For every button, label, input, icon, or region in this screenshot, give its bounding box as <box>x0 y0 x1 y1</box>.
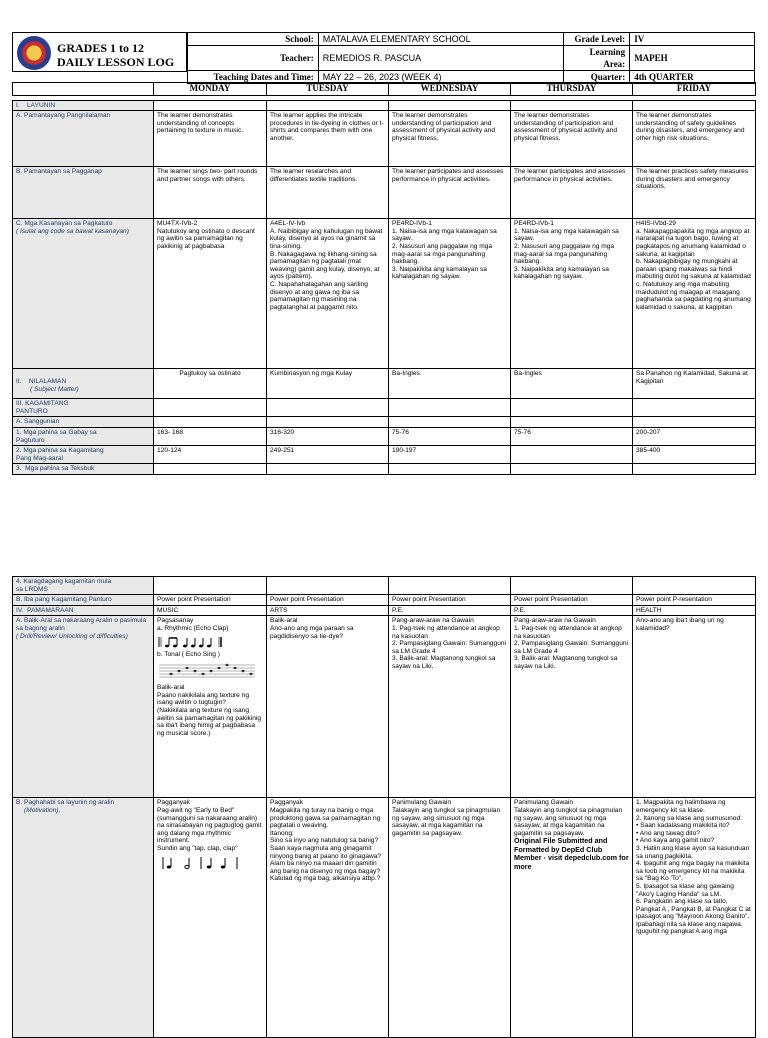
quarter-value: 4th QUARTER <box>630 71 755 84</box>
table-row <box>13 167 756 219</box>
cell-tuesday: ARTS <box>267 605 389 616</box>
cell-friday: H4IS-IVbd-29 a. Nakapagpapakita ng mga angkop at nararapat na tugon bago, tuwing at pagkatapos ng anumang kalamidad o sakuna, at kagipitan b. Nakapagbibigay ng mungkahi at paraan upang makaiwas sa hindi mabuting dulot ng sakuna at kalamidad c. Natutukoy ang mga mabuting maidudulot ng maagap at maagang paghahanda sa pagdating ng anumang kalamidad o sakuna, at kagipitan <box>633 219 756 369</box>
cell-wednesday: The learner participates and assesses performance in physical activities. <box>389 167 511 219</box>
row-label-sub: ( Subject Matter) <box>30 385 79 393</box>
table-row <box>13 464 756 475</box>
cell-friday: 385-400 <box>633 446 756 464</box>
cell-tuesday: Balik-aral Ano-ano ang mga paraan sa pagdidisenyo sa tie-dye? <box>267 616 389 798</box>
dll-table-1 <box>12 82 756 475</box>
cell-wednesday: Panimulang Gawain Talakayin ang tungkol sa pinagmulan ng sayaw, ang sinusuot ng mga sasayaw, at mga kagamitan na gagamitin sa pagsayaw. <box>389 798 511 1038</box>
table-row <box>13 605 756 616</box>
cell-tuesday: 249-251 <box>267 446 389 464</box>
corner-cell <box>13 83 154 96</box>
balik-aral-text: Balik-aral Paano nakikilala ang texture ng isang awitin o tugtugin? (Nakikilala ang texture ng isang awitin sa pamamagitan ng pakikinig sa iba't ibang himig at pagbabasa ng musical score.) <box>157 684 262 737</box>
row-label <box>13 219 154 369</box>
cell-thursday: Pang-araw-araw na Gawain 1. Pag-tsek ng attendance at angkop na kasuotan 2. Pampasiglang Gawain: Sumangguni sa LM Grade 4 3. Balik-aral: Magtanong tungkol sa sayaw na Liki. <box>511 616 633 798</box>
row-label-main: C. Mga Kasanayan sa Pagkatuto <box>16 220 113 228</box>
panimulang-gawain-text: Panimulang Gawain Talakayin ang tungkol sa pinagmulan ng sayaw, ang sinusuot ng mga sasayaw, at mga kagamitan na gagamitin sa pagsayaw. <box>514 799 623 837</box>
quarter-label: Quarter: <box>564 71 630 84</box>
table-row <box>13 100 756 111</box>
cell-monday: 120-124 <box>154 446 267 464</box>
layunin-label: I. LAYUNIN <box>13 100 154 111</box>
cell-tuesday: Kumbinasyon ng mga Kulay <box>267 369 389 399</box>
cell-monday: 163- 168 <box>154 427 267 445</box>
table-row <box>13 111 756 167</box>
school-value: MATALAVA ELEMENTARY SCHOOL <box>318 33 564 46</box>
cell-wednesday: Pang-araw-araw na Gawain 1. Pag-tsek ng attendance at angkop na kasuotan 2. Pampasiglang Gawain: Sumangguni sa LM Grade 4 3. Balik-aral: Magtanong tungkol sa sayaw na Liki. <box>389 616 511 798</box>
table-row <box>13 399 756 417</box>
day-friday: FRIDAY <box>633 83 756 96</box>
row-label: 4. Karagdagang kagamitan mula sa LRDMS <box>13 577 154 595</box>
cell-thursday: The learner demonstrates understanding of participation and assessment of physical activity and physical fitness. <box>511 111 633 167</box>
cell-thursday <box>511 798 633 1038</box>
row-label <box>13 369 154 399</box>
pagganyak-text: Pagganyak Pag-awit ng "Early to Bed" (sumangguni sa nakaraang aralin) na sinasabayan ng pagtugtog gamit ang dalang mga rhythmic instrument. Sundin ang "tap, clap, clap" <box>157 799 262 852</box>
cell-thursday: The learner participates and assesses performance in physical activities. <box>511 167 633 219</box>
rhythm-pattern-icon <box>157 855 247 871</box>
cell-friday: The learner demonstrates understanding of safety guidelines during disasters, and emergency and other high risk situations. <box>633 111 756 167</box>
cell-monday: The learner demonstrates understanding of concepts pertaining to texture in music. <box>154 111 267 167</box>
cell-friday: Sa Panahon ng Kalamidad, Sakuna at Kagipitan <box>633 369 756 399</box>
row-label <box>13 798 154 1038</box>
cell-thursday: Ba-Ingles <box>511 369 633 399</box>
row-label-main: II. NILALAMAN <box>16 378 67 386</box>
cell-tuesday: 316-320 <box>267 427 389 445</box>
table-row <box>13 616 756 798</box>
cell-thursday: Power point Presentation <box>511 595 633 606</box>
cell-thursday <box>511 446 633 464</box>
cell-friday: HEALTH <box>633 605 756 616</box>
cell-wednesday: The learner demonstrates understanding of participation and assessment of physical activity and physical fitness. <box>389 111 511 167</box>
table-row <box>13 446 756 464</box>
cell-wednesday: Power point Presentation <box>389 595 511 606</box>
depedclub-note: Original File Submitted and Formatted by DepEd Club Member - visit depedclub.com for more <box>514 836 629 871</box>
rhythmic-drill-text: Pagsasanay a. Rhythmic (Echo Clap) <box>157 617 229 632</box>
cell-friday: The learner practices safety measures during disasters and emergency situations. <box>633 167 756 219</box>
cell-tuesday: The learner researches and differentiates textile traditions. <box>267 167 389 219</box>
dll-title-line2: DAILY LESSON LOG <box>57 55 175 69</box>
cell-wednesday: 190-197 <box>389 446 511 464</box>
row-label-main: A. Balik-Aral sa nakaraang Aralin o pasimula sa bagong aralin <box>16 617 147 632</box>
cell-friday: Power point P-resentation <box>633 595 756 606</box>
cell-thursday: PE4RD-IVb-1 1. Naisa-isa ang mga katawagan sa sayaw. 2. Nasusuri ang paggalaw ng mga mag-aaral sa mga pangunahing hakbang. 3. Naipakikita ang kamalayan sa kahalagahan ng sayaw. <box>511 219 633 369</box>
table-row <box>13 577 756 595</box>
dll-table-2 <box>12 576 756 1038</box>
cell-monday <box>154 616 267 798</box>
cell-tuesday: Power point Presentation <box>267 595 389 606</box>
days-header-row <box>13 83 756 96</box>
area-value: MAPEH <box>630 46 755 71</box>
day-thursday: THURSDAY <box>511 83 633 96</box>
cell-wednesday: Ba-Ingles <box>389 369 511 399</box>
table-row <box>13 219 756 369</box>
row-label-sub: (Motivation), <box>24 806 61 814</box>
cell-monday: MU4TX-IVb-2 Natutukoy ang ostinato o descant ng awitin sa pamamagitan ng pakikinig at pagbabasa <box>154 219 267 369</box>
dll-title-line1: GRADES 1 to 12 <box>57 41 145 55</box>
cell-thursday: 75-76 <box>511 427 633 445</box>
table-row <box>13 798 756 1038</box>
cell-tuesday: The learner applies the intricate procedures in tie-dyeing in clothes or t-shirts and compares them with one another. <box>267 111 389 167</box>
day-wednesday: WEDNESDAY <box>389 83 511 96</box>
row-label: B. Pamantayan sa Pagganap <box>13 167 154 219</box>
school-label: School: <box>188 33 319 46</box>
tonal-drill-text: b. Tonal ( Echo Sing ) <box>157 650 220 658</box>
grade-label: Grade Level: <box>564 33 630 46</box>
cell-wednesday: 75-76 <box>389 427 511 445</box>
table-row <box>13 595 756 606</box>
cell-monday: Power point Presentation <box>154 595 267 606</box>
grade-value: IV <box>630 33 755 46</box>
cell-friday: Ano-ano ang iba't ibang uri ng kalamidad? <box>633 616 756 798</box>
table-row <box>13 369 756 399</box>
cell-wednesday: PE4RD-IVb-1 1. Naisa-isa ang mga katawagan sa sayaw. 2. Nasusuri ang paggalaw ng mga mag-aaral sa mga pangunahing hakbang. 3. Naipakikita ang kamalayan sa kahalagahan ng sayaw. <box>389 219 511 369</box>
cell-tuesday: Pagganyak Magpakita ng turay na banig o mga produktong gawa sa pamamagitan ng pagtatali o weaving. Itanong: Sino sa inyo ang natutulog sa banig? Saan kaya nagmula ang ginagamit ninyong banig at paano ito ginagawa? Alam ba ninyo na maaari din gamitin ang banig na disenyo ng mga bagay? Katulad ng mga bag, alkansiya atbp.? <box>267 798 389 1038</box>
teacher-label: Teacher: <box>188 46 319 71</box>
cell-thursday: P.E. <box>511 605 633 616</box>
cell-tuesday: A4EL-IV-Ivb A. Naibibigay ang kahulugan ng bawat kulay, disenyo at ayos na ginamit sa tina-sining. B. Nakagagawa ng likhang-sining sa pamamagitan ng pagtatali (mat weaving) gamit ang kulay, disenyo, at ayos (pattern). C. Napahahalagahan ang sariling disenyo at ang gawa ng iba sa pamamagitan ng masining na pagtatanghal at paggamit nito. <box>267 219 389 369</box>
row-label: 1. Mga pahina sa Gabay sa Pagtuturo <box>13 427 154 445</box>
row-label: IV. PAMAMARAAN <box>13 605 154 616</box>
row-label: 2. Mga pahina sa Kagamitang Pang Mag-aaral <box>13 446 154 464</box>
rhythm-notation-icon <box>157 635 227 649</box>
header-info-table <box>187 32 755 84</box>
row-label: 3. Mga pahina sa Teksbuk <box>13 464 154 475</box>
cell-friday: 200-207 <box>633 427 756 445</box>
row-label: B. Iba pang Kagamitang Panturo <box>13 595 154 606</box>
row-label-sub: ( Drill/Review/ Unlocking of difficulties) <box>16 632 128 640</box>
cell-monday: MUSIC <box>154 605 267 616</box>
music-staff-icon <box>157 660 257 682</box>
cell-wednesday: P.E. <box>389 605 511 616</box>
row-label: III. KAGAMITANG PANTURO <box>13 399 154 417</box>
cell-monday <box>154 798 267 1038</box>
row-label <box>13 616 154 798</box>
teacher-value: REMEDIOS R. PASCUA <box>318 46 564 71</box>
cell-monday: The learner sings two- part rounds and partner songs with others. <box>154 167 267 219</box>
cell-friday: 1. Magpakita ng halimbawa ng emergency kit sa klase. 2. Itanong sa klase ang sumusunod: • Saan kadalasang makikita ito? • Ano ang tawag dito? • Ano kaya ang gamit nito? 3. Hatiin ang klase ayon sa kasunduan sa unang pagkikita. 4. Ipaguhit ang mga bagay na makikita sa loob ng emergency kit na makikita sa "Bag Ko 'To". 5. Ipasagot sa klase ang gawaing "Ako'y Laging Handa" sa LM. 6. Pangkatin ang klase sa tatlo, Pangkat A , Pangkat B, at Pangkat C at ipasagot ang "Mayroon Akong Ganito". Ipabahagi nila sa klase ang nagawa. Iguguhit ng pangkat A ang mga <box>633 798 756 1038</box>
row-label-main: B. Paghahabi sa layunin ng aralin <box>16 799 115 807</box>
table-row <box>13 417 756 428</box>
cell-monday: Pagtukoy sa ostinato <box>154 369 267 399</box>
logo-box <box>12 32 187 72</box>
dll-header <box>12 32 755 82</box>
area-label: Learning Area: <box>564 46 630 71</box>
dates-label: Teaching Dates and Time: <box>188 71 319 84</box>
dll-title <box>57 41 174 69</box>
deped-seal-icon <box>17 36 51 70</box>
dates-value: MAY 22 – 26, 2023 (WEEK 4) <box>318 71 564 84</box>
row-label: A. Pamantayang Pangnilalaman <box>13 111 154 167</box>
row-label: A. Sanggunian <box>13 417 154 428</box>
row-label-sub: ( Isulat ang code sa bawat kasanayan) <box>16 227 129 235</box>
day-monday: MONDAY <box>154 83 267 96</box>
table-row <box>13 427 756 445</box>
day-tuesday: TUESDAY <box>267 83 389 96</box>
